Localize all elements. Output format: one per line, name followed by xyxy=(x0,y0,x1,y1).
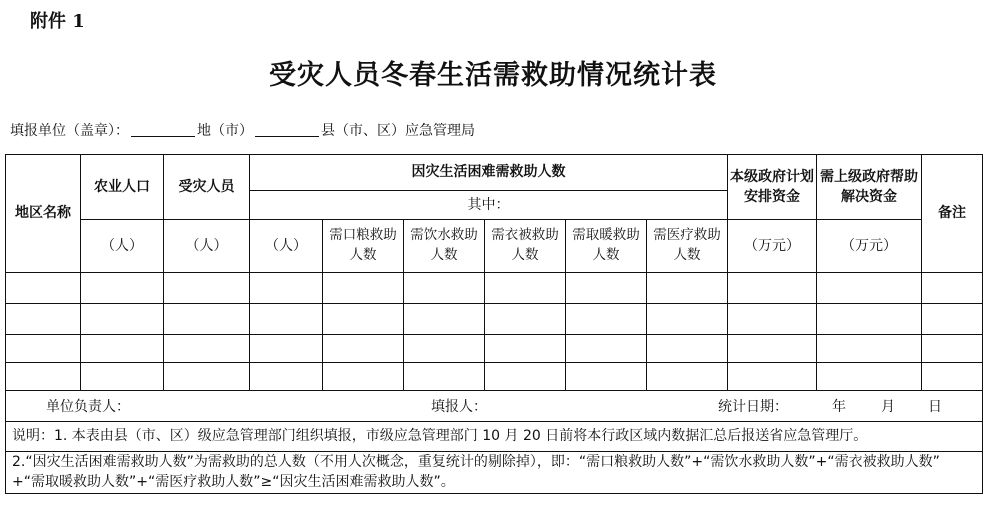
table-cell[interactable] xyxy=(81,304,164,335)
table-cell[interactable] xyxy=(404,304,485,335)
header-water: 需饮水救助人数 xyxy=(404,220,485,273)
table-cell[interactable] xyxy=(81,363,164,391)
date-year: 年 xyxy=(832,399,846,415)
fill-county-label: 县（市、区）应急管理局 xyxy=(321,123,475,139)
date-month: 月 xyxy=(881,399,895,415)
table-cell[interactable] xyxy=(728,273,817,304)
table-cell[interactable] xyxy=(164,304,250,335)
table-cell[interactable] xyxy=(922,304,983,335)
unit-agri: （人） xyxy=(81,220,164,273)
table-cell[interactable] xyxy=(647,273,728,304)
table-cell[interactable] xyxy=(6,363,81,391)
table-cell[interactable] xyxy=(250,273,323,304)
table-cell[interactable] xyxy=(728,304,817,335)
table-cell[interactable] xyxy=(647,304,728,335)
header-upper-gov: 需上级政府帮助解决资金 xyxy=(817,155,922,220)
table-cell[interactable] xyxy=(817,335,922,363)
table-cell[interactable] xyxy=(485,304,566,335)
table-cell[interactable] xyxy=(647,363,728,391)
table-cell[interactable] xyxy=(817,363,922,391)
table-row xyxy=(6,304,983,335)
header-agri-pop: 农业人口 xyxy=(81,155,164,220)
leader-label: 单位负责人： xyxy=(46,399,130,415)
table-row xyxy=(6,335,983,363)
date-day: 日 xyxy=(928,399,942,415)
note-row-2 xyxy=(6,452,983,494)
table-row xyxy=(6,363,983,391)
signature-cell xyxy=(6,391,983,422)
table-cell[interactable] xyxy=(404,273,485,304)
table-cell[interactable] xyxy=(922,335,983,363)
header-needy-group: 因灾生活困难需救助人数 xyxy=(250,155,728,191)
table-cell[interactable] xyxy=(485,335,566,363)
table-cell[interactable] xyxy=(647,335,728,363)
header-grain: 需口粮救助人数 xyxy=(323,220,404,273)
unit-blank xyxy=(131,122,195,137)
table-cell[interactable] xyxy=(81,335,164,363)
table-cell[interactable] xyxy=(817,304,922,335)
table-cell[interactable] xyxy=(250,335,323,363)
table-cell[interactable] xyxy=(81,273,164,304)
table-row xyxy=(6,273,983,304)
di-blank xyxy=(255,122,319,137)
table-cell[interactable] xyxy=(6,273,81,304)
fill-di-label: 地（市） xyxy=(197,123,253,139)
header-clothing: 需衣被救助人数 xyxy=(485,220,566,273)
table-cell[interactable] xyxy=(485,273,566,304)
fill-unit-line xyxy=(10,120,475,140)
header-affected-pop: 受灾人员 xyxy=(164,155,250,220)
date-label: 统计日期： xyxy=(718,399,788,415)
table-cell[interactable] xyxy=(6,304,81,335)
table-cell[interactable] xyxy=(566,335,647,363)
table-cell[interactable] xyxy=(164,335,250,363)
table-cell[interactable] xyxy=(164,363,250,391)
table-cell[interactable] xyxy=(566,273,647,304)
table-cell[interactable] xyxy=(485,363,566,391)
header-of-which: 其中： xyxy=(250,191,728,220)
table-cell[interactable] xyxy=(728,335,817,363)
table-cell[interactable] xyxy=(323,273,404,304)
table-cell[interactable] xyxy=(566,304,647,335)
table-cell[interactable] xyxy=(922,273,983,304)
statistics-table xyxy=(5,154,983,494)
table-cell[interactable] xyxy=(250,363,323,391)
table-cell[interactable] xyxy=(323,335,404,363)
header-remarks: 备注 xyxy=(922,155,983,273)
table-cell[interactable] xyxy=(323,304,404,335)
filler-label: 填报人： xyxy=(431,399,487,415)
note-2: 2.“因灾生活困难需救助人数”为需救助的总人数（不用人次概念，重复统计的剔除掉），即：“需口粮救助人数”+“需饮水救助人数”+“需衣被救助人数” +“需取暖救助人数”+“需医疗救助人数”≥“因灾生活困难需救助人数”。 xyxy=(6,452,983,494)
unit-gov-funds: （万元） xyxy=(728,220,817,273)
header-medical: 需医疗救助人数 xyxy=(647,220,728,273)
attachment-label: 附件 1 xyxy=(30,11,85,32)
table-cell[interactable] xyxy=(6,335,81,363)
table-cell[interactable] xyxy=(728,363,817,391)
unit-needy: （人） xyxy=(250,220,323,273)
table-cell[interactable] xyxy=(566,363,647,391)
page-title: 受灾人员冬春生活需救助情况统计表 xyxy=(269,60,717,91)
signature-row xyxy=(6,391,983,422)
table-cell[interactable] xyxy=(404,335,485,363)
header-region: 地区名称 xyxy=(6,155,81,273)
table-cell[interactable] xyxy=(817,273,922,304)
unit-upper-gov: （万元） xyxy=(817,220,922,273)
table-cell[interactable] xyxy=(164,273,250,304)
fill-unit-prefix: 填报单位（盖章）： xyxy=(10,123,129,139)
header-gov-funds: 本级政府计划安排资金 xyxy=(728,155,817,220)
note-1: 说明：1. 本表由县（市、区）级应急管理部门组织填报，市级应急管理部门 10 月 20 日前将本行政区域内数据汇总后报送省应急管理厅。 xyxy=(6,422,983,452)
table-cell[interactable] xyxy=(922,363,983,391)
unit-affected: （人） xyxy=(164,220,250,273)
table-cell[interactable] xyxy=(323,363,404,391)
header-heating: 需取暖救助人数 xyxy=(566,220,647,273)
note-row-1 xyxy=(6,422,983,452)
table-cell[interactable] xyxy=(250,304,323,335)
table-cell[interactable] xyxy=(404,363,485,391)
